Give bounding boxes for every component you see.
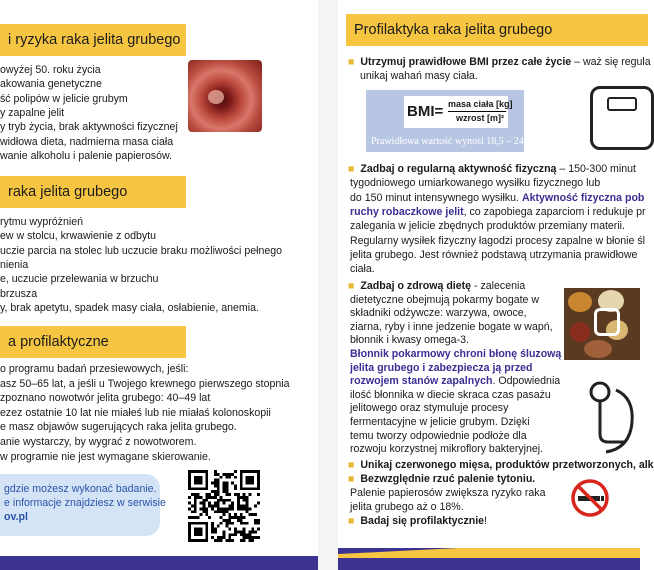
fold-gutter (318, 0, 338, 570)
paragraph-line: rozwojem stanów zapalnych. Odpowiednia (350, 375, 561, 388)
list-item: w programie nie jest wymagane skierowanie. (0, 450, 211, 463)
bmi-denominator: wzrost [m]² (456, 113, 504, 123)
list-item: rytmu wypróżnień (0, 216, 84, 228)
section-header-prevention (0, 326, 186, 358)
list-item: y zapalne jelit (0, 106, 65, 119)
list-item: e masz objawów sugerujących raka jelita grubego. (0, 421, 237, 434)
list-item: zpoznano nowotwór jelita grubego: 40–49 lat (0, 392, 211, 405)
section-title-symptoms: raka jelita grubego (8, 183, 128, 200)
list-item: e, uczucie przelewania w brzuchu (0, 273, 159, 286)
section-header-risk (0, 24, 186, 56)
callout-line: gdzie możesz wykonać badanie. (4, 483, 157, 495)
paragraph-line: rozwoju korzystnej mikroflory bakteryjnej. (350, 443, 544, 456)
paragraph-line: temu tworzy odpowiednie podłoże dla (350, 429, 527, 442)
paragraph-line: jelita grubego. Jest również podstawą utrzymania prawidłowe (350, 248, 638, 261)
paragraph-line: ciała. (350, 263, 375, 276)
right-panel (338, 0, 654, 570)
list-item: ść polipów w jelicie grubym (0, 92, 128, 105)
paragraph-line: jelitowego oraz stymuluje procesy (350, 402, 509, 415)
colon-photo (188, 60, 262, 132)
food-photo (564, 288, 640, 360)
bmi-formula-box (366, 90, 534, 152)
bmi-line: unikaj wahań masy ciała. (360, 70, 478, 82)
list-item: asz 50–65 lat, a jeśli u Twojego krewnego pierwszego stopnia (0, 377, 290, 390)
scale-icon (590, 86, 654, 150)
smoking-text: Palenie papierosów zwiększa ryzyko raka (350, 487, 546, 499)
list-item: y tryb życia, brak aktywności fizycznej (0, 121, 178, 134)
bmi-formula (404, 96, 513, 128)
paragraph-line: ziarna, ryby i inne jedzenie bogate w wapń, (350, 320, 553, 333)
list-item: o programu badań przesiewowych, jeśli: (0, 363, 189, 375)
gut-icon (576, 376, 640, 456)
section-header-symptoms (0, 176, 186, 208)
list-item: widłowa dieta, nadmierna masa ciała (0, 135, 174, 148)
smoking-line: ■ Bezwzględnie rzuć palenie tytoniu. (348, 473, 536, 485)
paragraph-line: ■ Zadbaj o zdrową dietę - zalecenia (348, 280, 526, 292)
paragraph-line: zalegania w jelicie zbędnych produktów przemiany materii. (350, 220, 625, 233)
section-title-risk: i ryzyka raka jelita grubego (8, 31, 181, 48)
left-panel (0, 0, 318, 570)
section-header-prophylaxis (346, 14, 648, 46)
section-title-prevention: a profilaktyczne (8, 333, 109, 350)
list-item: ew w stolcu, krwawienie z odbytu (0, 230, 157, 243)
no-smoking-icon (570, 478, 610, 518)
list-item: akowania genetyczne (0, 78, 102, 91)
list-item: wanie alkoholu i palenie papierosów. (0, 149, 172, 162)
list-item: uczie parcia na stolec lub uczucie braku możliwości pełnego (0, 244, 283, 257)
paragraph-line: dietetyczne obejmują pokarmy bogate w (350, 293, 540, 306)
paragraph-line: fermentacyjne w jelicie grubym. Dzięki (350, 416, 530, 428)
screening-line: ■ Badaj się profilaktycznie! (348, 515, 487, 527)
paragraph-line: ilość błonnika w diecie skraca czas pasażu (350, 388, 551, 401)
list-item: y, brak apetytu, spadek masy ciała, osłabienie, anemia. (0, 301, 259, 314)
paragraph-line: tygodniowego umiarkowanego wysiłku fizycznego lub (350, 177, 601, 190)
list-item: anie wystarczy, by wygrać z nowotworem. (0, 436, 197, 448)
page-title: Profilaktyka raka jelita grubego (354, 21, 553, 38)
paragraph-line: jelita grubego i zabezpiecza ją przed (350, 361, 533, 374)
paragraph-line: składniki odżywcze: warzywa, owoce, (350, 307, 527, 320)
paragraph-line: Regularny wysiłek fizyczny łagodzi procesy zapalne w błonie śl (350, 234, 645, 247)
qr-code[interactable] (188, 470, 260, 542)
bmi-norm-text: Prawidłowa wartość wynosi 18,5 – 24,9. (371, 136, 534, 147)
bmi-label: BMI= (407, 103, 444, 120)
list-item: brzusza (0, 287, 38, 300)
callout-link[interactable]: ov.pl (4, 511, 28, 523)
meat-line: ■ Unikaj czerwonego mięsa, produktów przetworzonych, alk (348, 459, 654, 471)
paragraph-line: błonnik i kwasy omega-3. (350, 334, 469, 347)
footer-band (0, 556, 318, 570)
list-item: owyżej 50. roku życia (0, 64, 101, 76)
list-item: ezez ostatnie 10 lat nie miałeś lub nie miałaś kolonoskopii (0, 406, 271, 419)
paragraph-line: do 150 minut intensywnego wysiłku. Aktywność fizyczna pob (350, 191, 645, 204)
callout-line: e informacje znajdziesz w serwisie (4, 497, 166, 509)
info-callout (0, 474, 166, 536)
bmi-numerator: masa ciała [kg] (448, 99, 513, 109)
smoking-text: jelita grubego aż o 18%. (350, 501, 464, 513)
paragraph-line: Błonnik pokarmowy chroni błonę śluzową (350, 348, 562, 360)
paragraph-line: ■ Zadbaj o regularną aktywność fizyczną – 150-300 minut (348, 163, 636, 175)
list-item: nienia (0, 258, 29, 271)
bmi-line: ■ Utrzymuj prawidłowe BMI przez całe życie – waż się regula (348, 56, 651, 68)
footer-band (338, 548, 640, 570)
paragraph-line: ruchy robaczkowe jelit, co zapobiega zaparciom i redukuje pr (350, 205, 646, 218)
